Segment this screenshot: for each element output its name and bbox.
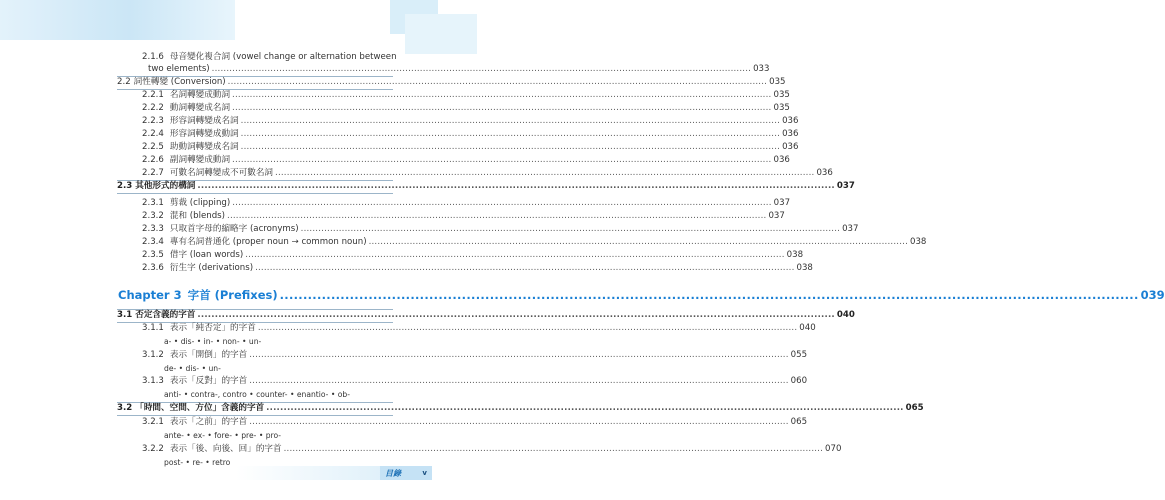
toc-leader: ........................................................................................................................................................................................ — [232, 90, 772, 100]
chapter-title: 字首 (Prefixes) — [187, 288, 278, 302]
toc-number: 2.2.2 — [142, 103, 164, 113]
toc-leader: ........................................................................................................................................................................................ — [249, 376, 789, 386]
toc-number: 2.1.6 — [142, 52, 164, 62]
toc-number: 3.2.2 — [142, 444, 164, 454]
toc-page: 037 — [836, 181, 855, 191]
toc-leader: ........................................................................................................................................................................................ — [240, 129, 781, 139]
toc-title: 只取首字母的縮略字 (acronyms) — [169, 224, 299, 234]
toc-entry — [142, 115, 799, 128]
toc-number: 2.2.1 — [142, 90, 164, 100]
footer-section-label: 目錄 — [385, 468, 401, 478]
toc-title: 形容詞轉變成名詞 — [169, 116, 239, 126]
toc-page: 033 — [753, 64, 770, 74]
toc-page: 065 — [790, 417, 808, 427]
toc-entry — [142, 128, 799, 141]
toc-number: 3.1 — [117, 310, 133, 320]
toc-entry — [142, 141, 799, 154]
toc-title: 形容詞轉變成動詞 — [169, 129, 239, 139]
toc-leader: ........................................................................................................................................................................................ — [232, 103, 772, 113]
toc-entry — [142, 262, 813, 275]
toc-entry — [142, 223, 859, 236]
toc-number: 2.2 — [117, 77, 131, 87]
toc-entry — [142, 443, 842, 456]
chapter-label: Chapter 3 — [118, 288, 182, 302]
toc-page: 036 — [816, 168, 833, 178]
divider — [117, 193, 393, 194]
toc-leader: ........................................................................................................................................................................................ — [249, 350, 789, 360]
toc-title: 否定含義的字首 — [135, 310, 196, 320]
chapter-heading — [118, 287, 1165, 303]
toc-page: 038 — [786, 250, 804, 260]
toc-entry — [142, 249, 804, 262]
toc-leader: ........................................................................................................................................................................................ — [211, 64, 752, 74]
toc-page: 035 — [769, 77, 786, 87]
toc-leader: ........................................................................................................................................................................................ — [240, 142, 781, 152]
toc-title: 表示「反對」的字首 — [169, 376, 248, 386]
toc-leader: ........................................................................................................................................................................................ — [300, 224, 841, 234]
toc-title: 其他形式的構詞 — [135, 181, 196, 191]
toc-page: 037 — [842, 224, 859, 234]
toc-entry — [142, 236, 927, 249]
toc-leader: ........................................................................................................................................................................................ — [257, 323, 798, 333]
toc-leader: ........................................................................................................................................................................................ — [197, 310, 835, 320]
toc-page: 036 — [773, 155, 790, 165]
toc-leader: ........................................................................................................................................................................................ — [368, 237, 908, 247]
toc-title: 名詞轉變成動詞 — [169, 90, 231, 100]
toc-page: 037 — [768, 211, 785, 221]
toc-number: 2.2.4 — [142, 129, 164, 139]
toc-entry — [117, 180, 855, 193]
toc-number: 3.2.1 — [142, 417, 164, 427]
footer-page-number: v — [422, 469, 427, 477]
toc-title: 「時間、空間、方位」含義的字首 — [135, 403, 265, 413]
toc-number: 2.2.6 — [142, 155, 164, 165]
toc-number: 2.2.5 — [142, 142, 164, 152]
toc-number: 2.2.3 — [142, 116, 164, 126]
prefix-list: de- • dis- • un- — [164, 364, 221, 373]
toc-entry — [142, 210, 785, 223]
toc-leader: ........................................................................................................................................................................................ — [275, 168, 815, 178]
prefix-list: post- • re- • retro — [164, 458, 231, 467]
prefix-list: ante- • ex- • fore- • pre- • pro- — [164, 431, 282, 440]
toc-title: 副詞轉變成動詞 — [169, 155, 231, 165]
toc-page: 040 — [799, 323, 816, 333]
toc-entry — [117, 309, 855, 322]
toc-leader: ........................................................................................................................................................................................ — [245, 250, 785, 260]
toc-leader: ........................................................................................................................................................................................ — [227, 211, 767, 221]
toc-leader: ........................................................................................................................................................................................ — [249, 417, 789, 427]
toc-title: 專有名詞普通化 (proper noun → common noun) — [169, 237, 367, 247]
toc-title: 母音變化複合詞 (vowel change or alternation between — [169, 52, 397, 62]
toc-page: 035 — [773, 90, 790, 100]
toc-title: 衍生字 (derivations) — [169, 263, 254, 273]
toc-page: 037 — [773, 198, 791, 208]
toc-page: 055 — [790, 350, 808, 360]
toc-title: 可數名詞轉變成不可數名詞 — [169, 168, 274, 178]
toc-title: 借字 (loan words) — [169, 250, 244, 260]
toc-leader: ........................................................................................................................................................................................ — [266, 403, 904, 413]
prefix-list: anti- • contra-, contro • counter- • enantio- • ob- — [164, 390, 350, 399]
toc-title: 動詞轉變成名詞 — [169, 103, 231, 113]
toc-number: 3.1.1 — [142, 323, 164, 333]
toc-entry — [142, 154, 790, 167]
toc-title: 剪裁 (clipping) — [169, 198, 231, 208]
toc-number: 2.2.7 — [142, 168, 164, 178]
toc-title: 表示「之前」的字首 — [169, 417, 248, 427]
toc-title: 詞性轉變 (Conversion) — [133, 77, 226, 87]
toc-entry — [142, 322, 816, 335]
toc-leader: ........................................................................................................................................................................................ — [197, 181, 835, 191]
toc-page: 038 — [910, 237, 927, 247]
toc-number: 2.3.5 — [142, 250, 164, 260]
toc-title: 表示「後、向後、回」的字首 — [169, 444, 282, 454]
toc-page: 036 — [782, 142, 799, 152]
toc-number: 2.3.1 — [142, 198, 164, 208]
toc-title: 助動詞轉變成名詞 — [169, 142, 239, 152]
toc-page: 035 — [773, 103, 790, 113]
toc-title: 表示「純否定」的字首 — [169, 323, 256, 333]
toc-leader: ........................................................................................................................................................................................ — [232, 198, 772, 208]
toc-page: 065 — [905, 403, 924, 413]
footer-tab — [380, 466, 432, 480]
chapter-page: 039 — [1140, 288, 1165, 302]
toc-number: 2.3 — [117, 181, 133, 191]
toc-entry — [142, 167, 833, 180]
toc-page: 036 — [782, 116, 799, 126]
toc-leader: ........................................................................................................................................................................................ — [232, 155, 772, 165]
toc-page: 040 — [836, 310, 855, 320]
toc-number: 3.1.2 — [142, 350, 164, 360]
toc-entry — [142, 349, 808, 362]
toc-number: 3.2 — [117, 403, 133, 413]
toc-page: 036 — [782, 129, 799, 139]
toc-title: two elements) — [148, 64, 210, 74]
toc-number: 2.3.3 — [142, 224, 164, 234]
toc-entry — [142, 102, 790, 115]
toc-entry — [142, 416, 808, 429]
prefix-list: a- • dis- • in- • non- • un- — [164, 337, 262, 346]
toc-page: 070 — [825, 444, 842, 454]
toc-entry — [142, 63, 770, 76]
toc-number: 3.1.3 — [142, 376, 164, 386]
toc-entry — [117, 402, 924, 415]
toc-leader: ........................................................................................................................................................................................ — [279, 288, 1139, 302]
toc-leader: ........................................................................................................................................................................................ — [255, 263, 795, 273]
toc-leader: ........................................................................................................................................................................................ — [283, 444, 824, 454]
toc-entry — [117, 76, 786, 89]
toc-entry — [142, 197, 791, 210]
toc-page: 060 — [790, 376, 808, 386]
toc-number: 2.3.2 — [142, 211, 164, 221]
toc-number: 2.3.6 — [142, 263, 164, 273]
toc-entry — [142, 89, 790, 102]
toc-page: 038 — [796, 263, 813, 273]
toc-leader: ........................................................................................................................................................................................ — [240, 116, 781, 126]
toc-number: 2.3.4 — [142, 237, 164, 247]
toc-title: 表示「開倒」的字首 — [169, 350, 248, 360]
toc-entry — [142, 375, 808, 388]
toc-title: 混和 (blends) — [169, 211, 226, 221]
toc-leader: ........................................................................................................................................................................................ — [227, 77, 768, 87]
